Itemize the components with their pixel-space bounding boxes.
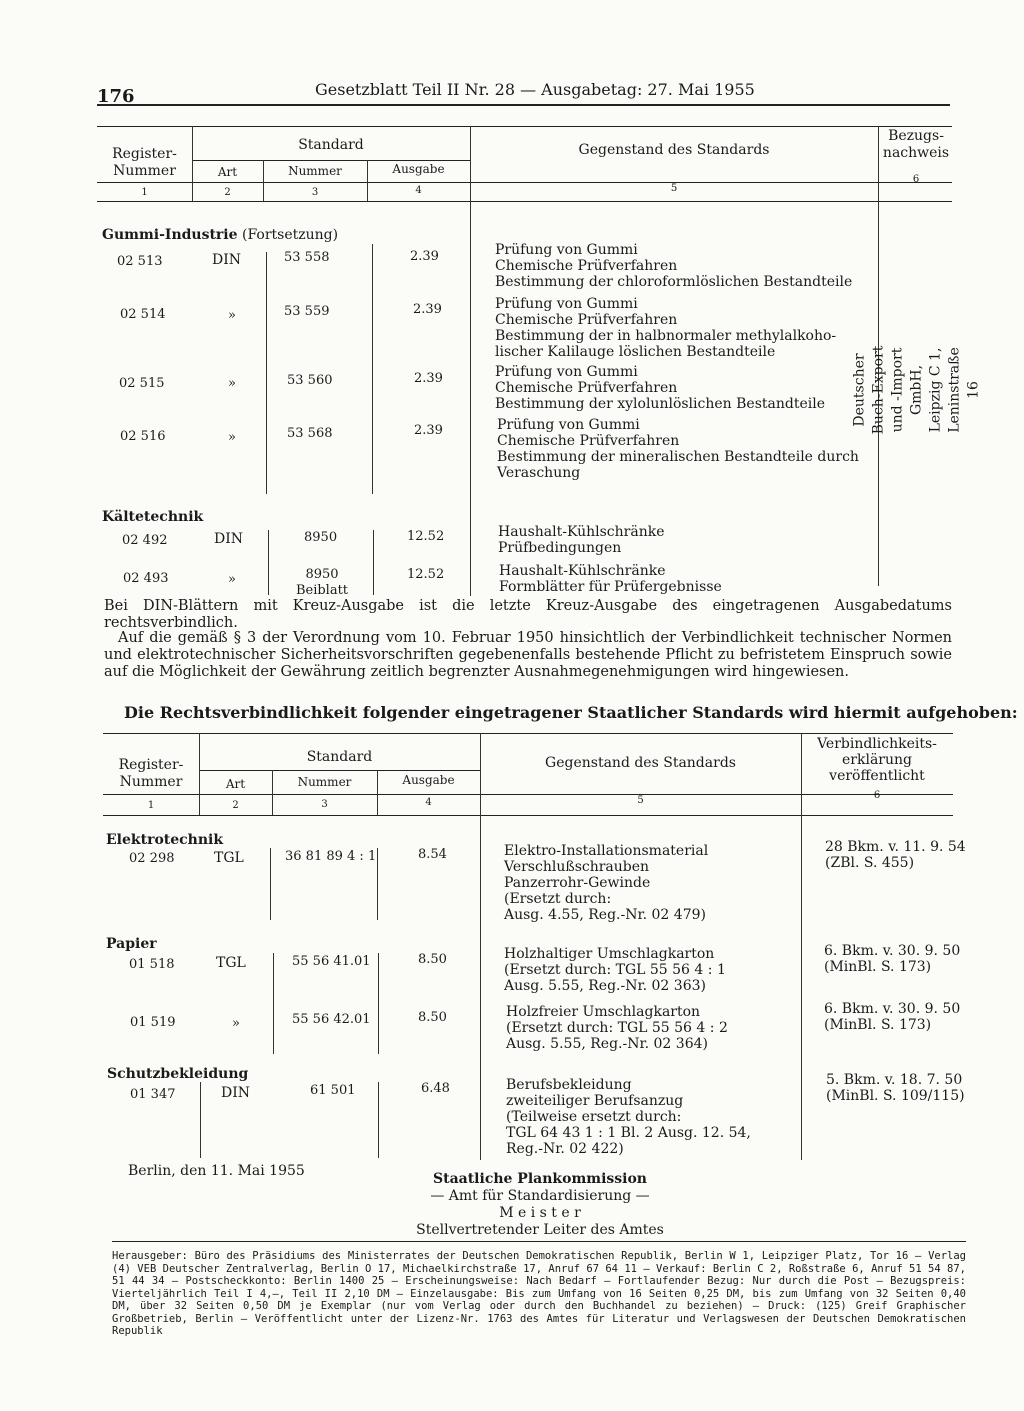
table-row-gegenstand: Holzfreier Umschlagkarton (Ersetzt durch: TGL 55 56 4 : 2 Ausg. 5.55, Reg.-Nr. 02 364) xyxy=(506,1004,728,1052)
signature-org: Staatliche Plankommission xyxy=(433,1171,647,1187)
table-row-nummer: 53 560 xyxy=(287,373,333,388)
col-number: 1 xyxy=(147,800,155,811)
col-header-verbindlich: Verbindlichkeits- erklärung veröffentlicht xyxy=(817,736,937,784)
table1-top-rule xyxy=(97,126,952,127)
table-row-reg: 02 516 xyxy=(120,429,166,444)
table-row-art: TGL xyxy=(216,955,246,971)
table-row-reg: 01 519 xyxy=(130,1015,176,1030)
table-row-art: » xyxy=(228,376,236,391)
table2-vline xyxy=(270,848,271,920)
table2-vline xyxy=(273,953,274,1054)
table-row-art: TGL xyxy=(214,850,244,866)
group-heading-suffix: (Fortsetzung) xyxy=(242,227,339,243)
table-row-nummer: 8950 Beiblatt xyxy=(295,567,349,598)
table-row-gegenstand: Berufsbekleidung zweiteiliger Berufsanzug (Teilweise ersetzt durch: TGL 64 43 1 : 1 Bl. 2 Ausg. 12. 54, Reg.-Nr. 02 422) xyxy=(506,1077,751,1157)
table-row-art: DIN xyxy=(214,531,244,547)
col-header-bezug: Bezugs- nachweis xyxy=(882,128,950,161)
col-number: 6 xyxy=(873,790,881,801)
table2-vline xyxy=(377,848,378,920)
table-row-gegenstand: Prüfung von Gummi Chemische Prüfverfahren Bestimmung der xylolunlöslichen Bestandteile xyxy=(495,364,825,412)
table-row-reg: 02 492 xyxy=(122,533,168,548)
table-row-art: DIN xyxy=(212,252,242,268)
table-row-art: DIN xyxy=(221,1085,251,1101)
table-row-ausgabe: 8.50 xyxy=(418,952,447,967)
note-verordnung: Auf die gemäß § 3 der Verordnung vom 10. Februar 1950 hinsichtlich der Verbindlichkeit technischer Normen und elektrotechnischer Sicherheitsvorschriften gegebenenfalls bestehende Pflicht zu befristetem Einspruch sowie auf die Möglichkeit der Gewährung zeitlich begrenzter Ausnahmegenehmigungen wird hingewiesen. xyxy=(104,630,952,680)
col-number: 3 xyxy=(321,799,328,810)
table2-vline xyxy=(200,1082,201,1158)
table-row-gegenstand: Haushalt-Kühlschränke Prüfbedingungen xyxy=(498,524,665,556)
table1-vline xyxy=(266,252,267,494)
table-row-reg: 02 493 xyxy=(123,571,169,586)
col-number: 2 xyxy=(224,187,231,198)
table1-vline xyxy=(372,244,373,494)
table1-vline xyxy=(373,530,374,595)
signature-name: M e i s t e r xyxy=(499,1205,581,1221)
col-number: 5 xyxy=(670,183,678,194)
table1-standard-rule xyxy=(192,160,470,161)
table-row-ausgabe: 2.39 xyxy=(413,302,442,317)
table1-vline xyxy=(268,530,269,595)
table-row-art: » xyxy=(228,430,236,445)
table2-colnum-rule xyxy=(103,815,953,816)
col-header-standard: Standard xyxy=(306,749,373,765)
table-row-nummer: 55 56 42.01 xyxy=(292,1012,371,1027)
table-row-verbindlich: 28 Bkm. v. 11. 9. 54 (ZBl. S. 455) xyxy=(825,839,966,871)
table-row-gegenstand: Prüfung von Gummi Chemische Prüfverfahren Bestimmung der in halbnormaler methylalkoho- lischer Kalilauge löslichen Bestandteile xyxy=(495,296,837,360)
table2-vline xyxy=(378,1082,379,1158)
table-row-reg: 02 298 xyxy=(129,851,175,866)
col-header-art: Art xyxy=(217,165,238,179)
group-heading-elektrotechnik: Elektrotechnik xyxy=(106,832,224,848)
table1-colnum-rule xyxy=(97,201,952,202)
table-row-art: » xyxy=(232,1016,240,1031)
table-row-gegenstand: Elektro-Installationsmaterial Verschlußschrauben Panzerrohr-Gewinde (Ersetzt durch: Ausg. 4.55, Reg.-Nr. 02 479) xyxy=(504,843,709,923)
col-header-register: Register- Nummer xyxy=(118,757,184,790)
col-number: 5 xyxy=(637,795,644,806)
col-number: 1 xyxy=(141,187,148,198)
table-row-ausgabe: 8.50 xyxy=(418,1010,447,1025)
table-row-ausgabe: 8.54 xyxy=(418,847,447,862)
table1-vline xyxy=(470,201,471,596)
table-row-gegenstand: Prüfung von Gummi Chemische Prüfverfahren Bestimmung der chloroformlöslichen Bestandteile xyxy=(495,242,853,290)
table-row-verbindlich: 5. Bkm. v. 18. 7. 50 (MinBl. S. 109/115) xyxy=(826,1072,965,1104)
table-row-reg: 02 514 xyxy=(120,307,166,322)
table-row-nummer: 53 558 xyxy=(284,250,330,265)
page-number: 176 xyxy=(97,86,135,107)
col-header-art: Art xyxy=(225,777,246,791)
signature-role: Stellvertretender Leiter des Amtes xyxy=(416,1222,664,1238)
table-row-ausgabe: 12.52 xyxy=(407,529,445,544)
table2-vline xyxy=(378,953,379,1054)
group-heading-kaeltetechnik: Kältetechnik xyxy=(102,509,204,525)
table-row-nummer: 36 81 89 4 : 1 xyxy=(285,849,377,864)
table2-top-rule xyxy=(103,733,953,734)
col-header-register: Register- Nummer xyxy=(112,146,177,179)
table-row-ausgabe: 12.52 xyxy=(407,567,445,582)
signature-dept: — Amt für Standardisierung — xyxy=(430,1188,650,1204)
col-number: 6 xyxy=(912,174,920,185)
col-number: 3 xyxy=(311,187,319,198)
table-row-nummer: 53 559 xyxy=(284,304,330,319)
table-row-gegenstand: Haushalt-Kühlschränke Formblätter für Prüfergebnisse xyxy=(499,563,722,595)
col-header-gegenstand: Gegenstand des Standards xyxy=(578,142,770,158)
table-row-reg: 02 515 xyxy=(119,376,165,391)
table-row-ausgabe: 2.39 xyxy=(414,423,443,438)
table2-title: Die Rechtsverbindlichkeit folgender eingetragener Staatlicher Standards wird hiermit aufgehoben: xyxy=(124,703,1018,722)
group-heading-papier: Papier xyxy=(106,936,157,952)
col-header-gegenstand: Gegenstand des Standards xyxy=(545,755,736,771)
imprint: Herausgeber: Büro des Präsidiums des Ministerrates der Deutschen Demokratischen Republik, Berlin W 1, Leipziger Platz, Tor 16 — Verlag (4) VEB Deutscher Zentralverlag, Berlin O 17, Michaelkirchstraße 17, Anruf 67 64 11 — Verkauf: Berlin C 2, Roßstraße 6, Anruf 51 54 87, 51 44 34 — Postscheckkonto: Berlin 1400 25 — Erscheinungsweise: Nach Bedarf — Fortlaufender Bezug: Nur durch die Post — Bezugspreis: Vierteljährlich Teil I 4,—, Teil II 2,10 DM — Einzelausgabe: Bis zum Umfang von 16 Seiten 0,25 DM, bis zum Umfang von 32 Seiten 0,40 DM, über 32 Seiten 0,50 DM je Exemplar (nur vom Verlag oder durch den Buchhandel zu beziehen) — Druck: (125) Greif Graphischer Großbetrieb, Berlin — Veröffentlicht unter der Lizenz-Nr. 1763 des Amtes für Literatur und Verlagswesen der Deutschen Demokratischen Republik xyxy=(112,1250,966,1337)
table-row-art: » xyxy=(228,572,236,587)
table-row-verbindlich: 6. Bkm. v. 30. 9. 50 (MinBl. S. 173) xyxy=(824,943,961,975)
table-row-ausgabe: 6.48 xyxy=(421,1081,450,1096)
table-row-nummer: 55 56 41.01 xyxy=(292,954,371,969)
group-heading-label: Gummi-Industrie xyxy=(102,227,238,243)
bezug-vertical-text: Deutscher Buch-Export und -Import GmbH, Leipzig C 1, Leninstraße 16 xyxy=(851,345,982,435)
col-header-ausgabe: Ausgabe xyxy=(402,773,455,787)
table-row-nummer: 53 568 xyxy=(287,426,333,441)
footer-rule xyxy=(112,1241,966,1242)
table-row-reg: 01 518 xyxy=(129,957,175,972)
col-header-nummer: Nummer xyxy=(297,775,352,789)
col-header-standard: Standard xyxy=(298,137,364,153)
table-row-ausgabe: 2.39 xyxy=(414,371,443,386)
table-row-verbindlich: 6. Bkm. v. 30. 9. 50 (MinBl. S. 173) xyxy=(824,1001,961,1033)
table-row-gegenstand: Prüfung von Gummi Chemische Prüfverfahren Bestimmung der mineralischen Bestandteile durch Veraschung xyxy=(497,417,859,481)
table-row-ausgabe: 2.39 xyxy=(410,249,439,264)
col-header-ausgabe: Ausgabe xyxy=(392,162,445,176)
table2-vline xyxy=(801,815,802,1160)
place-date: Berlin, den 11. Mai 1955 xyxy=(128,1163,305,1179)
page-header-title: Gesetzblatt Teil II Nr. 28 — Ausgabetag: 27. Mai 1955 xyxy=(315,80,755,99)
col-number: 2 xyxy=(232,800,239,811)
col-number: 4 xyxy=(415,185,422,196)
table2-vline xyxy=(480,815,481,1160)
col-number: 4 xyxy=(425,797,432,808)
table-row-nummer: 8950 xyxy=(304,530,338,545)
table2-standard-rule xyxy=(199,770,480,771)
table-row-reg: 01 347 xyxy=(130,1087,176,1102)
note-kreuz-ausgabe: Bei DIN-Blättern mit Kreuz-Ausgabe ist die letzte Kreuz-Ausgabe des eingetragenen Ausgabedatums rechtsverbindlich. xyxy=(104,598,952,631)
table-row-gegenstand: Holzhaltiger Umschlagkarton (Ersetzt durch: TGL 55 56 4 : 1 Ausg. 5.55, Reg.-Nr. 02 363) xyxy=(504,946,726,994)
header-rule xyxy=(97,104,950,106)
group-heading-gummi xyxy=(102,227,338,243)
table-row-reg: 02 513 xyxy=(117,254,163,269)
table-row-art: » xyxy=(228,308,236,323)
group-heading-schutzbekleidung: Schutzbekleidung xyxy=(107,1066,249,1082)
col-header-nummer: Nummer xyxy=(288,164,342,178)
table-row-nummer: 61 501 xyxy=(310,1083,356,1098)
